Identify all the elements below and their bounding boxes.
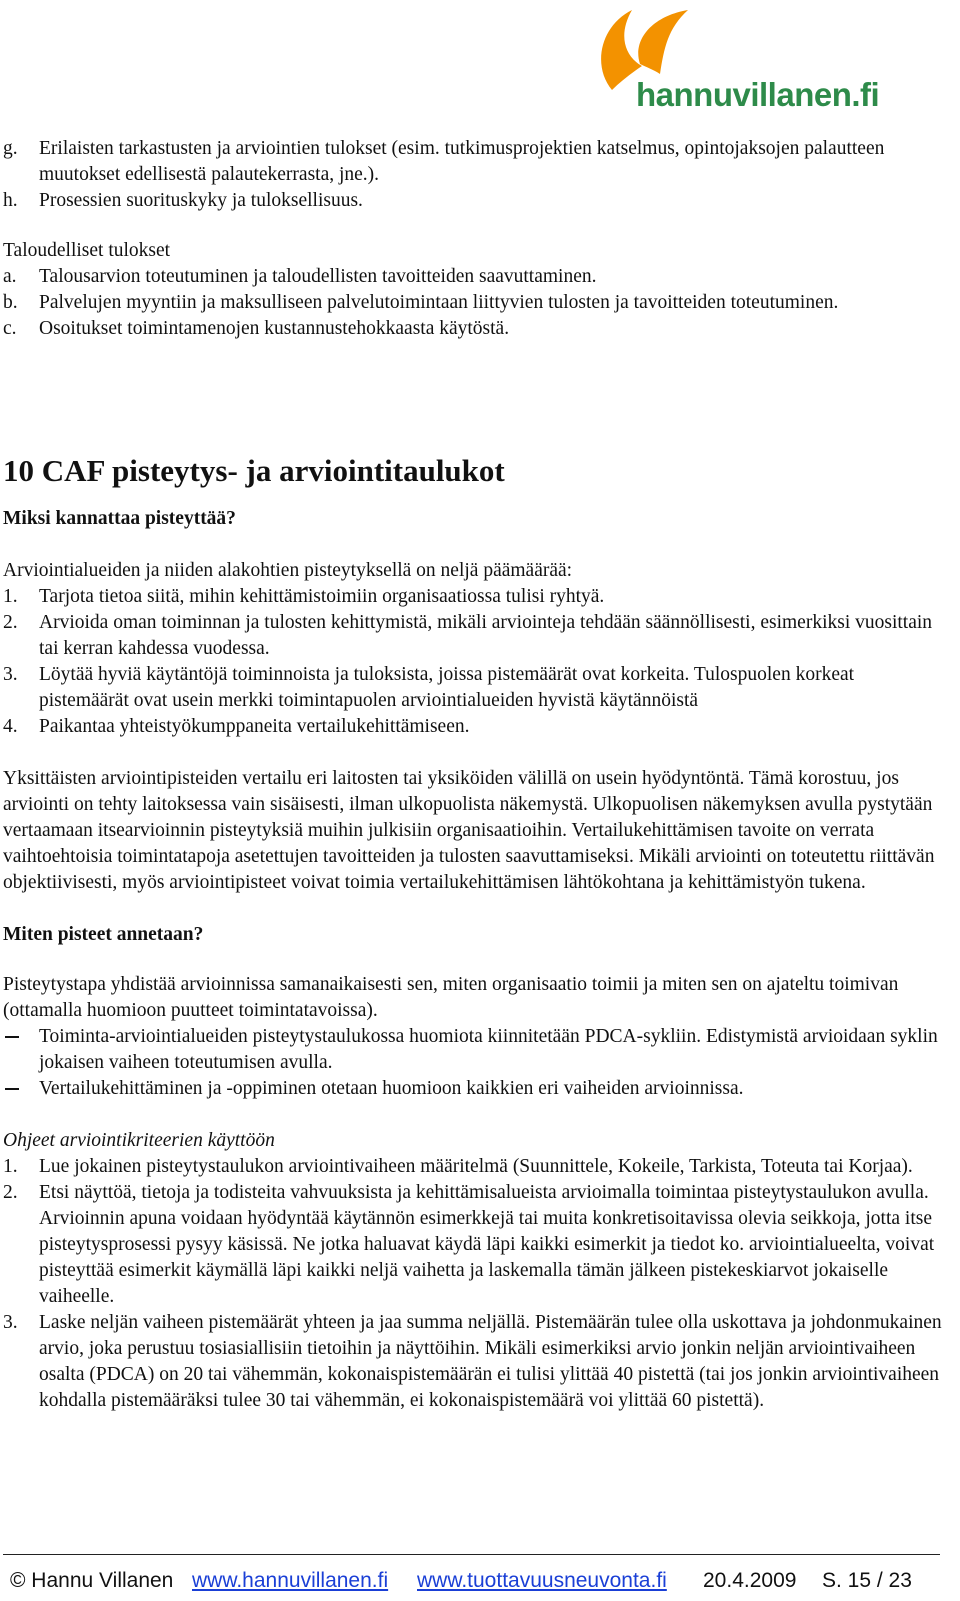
goals-list	[3, 584, 943, 740]
page-footer	[0, 1554, 960, 1601]
list-marker: h.	[3, 190, 18, 211]
how-heading: Miten pisteet annetaan?	[3, 924, 204, 945]
financial-heading: Taloudelliset tulokset	[3, 240, 171, 261]
instructions-heading: Ohjeet arviointikriteerien käyttöön	[3, 1130, 275, 1151]
list-item	[3, 1180, 943, 1310]
bullet-list	[3, 1024, 943, 1102]
footer-date: 20.4.2009	[703, 1569, 797, 1592]
list-text: Toiminta-arviointialueiden pisteytystaulukossa huomiota kiinnitetään PDCA-sykliin. Edistymistä arvioidaan syklin jokaisen vaiheen toteutumisen avulla.	[39, 1026, 938, 1073]
footer-copyright: © Hannu Villanen	[10, 1569, 174, 1592]
list-marker: a.	[3, 266, 17, 287]
dash-bullet	[5, 1088, 19, 1090]
list-item	[3, 136, 943, 188]
list-marker: 3.	[3, 1312, 18, 1333]
list-text: Tarjota tietoa siitä, mihin kehittämistoimiin organisaatiossa tulisi ryhtyä.	[39, 586, 605, 607]
footer-link-hannuvillanen[interactable]: www.hannuvillanen.fi	[192, 1569, 389, 1592]
list-text: Etsi näyttöä, tietoja ja todisteita vahvuuksista ja kehittämisalueista arvioimalla toimintaa pisteytystaulukon avulla. Arvioinnin apuna voidaan hyödyntää käytännön esimerkkejä tai muita konkretisoitavissa olevia seikkoja, jotta itse pisteytysprosessi pysyy käsissä. Ne jotka haluavat käydä läpi kaikki esimerkit ja tiedot ko. arviointialueelta, voivat pisteyttää esimerkit käymällä läpi kaikki neljä vaihetta ja laskemalla tämän jälkeen pistekeskiarvot jokaiselle vaiheelle.	[39, 1182, 935, 1307]
list-text: Arvioida oman toiminnan ja tulosten kehittymistä, mikäli arviointeja tehdään säännöllisesti, esimerkiksi vuosittain tai kerran kahdessa vuodessa.	[39, 612, 933, 659]
list-item	[3, 316, 943, 342]
list-text: Erilaisten tarkastusten ja arviointien tulokset (esim. tutkimusprojektien katselmus, opintojaksojen palautteen muutokset edellisestä palautekerrasta, jne.).	[39, 138, 885, 185]
list-marker: 1.	[3, 1156, 18, 1177]
list-text: Vertailukehittäminen ja -oppiminen otetaan huomioon kaikkien eri vaiheiden arvioinnissa.	[39, 1078, 744, 1099]
section-title: 10 CAF pisteytys- ja arviointitaulukot	[3, 453, 505, 488]
list-item	[3, 1076, 943, 1102]
footer-link-tuottavuusneuvonta[interactable]: www.tuottavuusneuvonta.fi	[417, 1569, 667, 1592]
how-text: Pisteytystapa yhdistää arvioinnissa samanaikaisesti sen, miten organisaatio toimii ja miten sen on ajateltu toimivan (ottamalla huomioon puutteet toimintatavoissa).	[3, 974, 899, 1021]
list-text: Paikantaa yhteistyökumppaneita vertailukehittämiseen.	[39, 716, 470, 737]
list-text: Palvelujen myyntiin ja maksulliseen palvelutoimintaan liittyvien tulosten ja tavoitteiden toteutuminen.	[39, 292, 839, 313]
list-text: Prosessien suorituskyky ja tuloksellisuus.	[39, 190, 363, 211]
list-marker: g.	[3, 138, 18, 159]
list-text: Talousarvion toteutuminen ja taloudellisten tavoitteiden saavuttaminen.	[39, 266, 597, 287]
list-marker: 2.	[3, 1182, 18, 1203]
instructions-list	[3, 1154, 943, 1414]
list-item	[3, 662, 943, 714]
list-marker: 4.	[3, 716, 18, 737]
list-item	[3, 290, 943, 316]
dash-bullet	[5, 1036, 19, 1038]
list-item	[3, 1024, 943, 1076]
why-heading: Miksi kannattaa pisteyttää?	[3, 508, 236, 529]
list-marker: c.	[3, 318, 17, 339]
list-text: Osoitukset toimintamenojen kustannustehokkaasta käytöstä.	[39, 318, 510, 339]
list-item	[3, 610, 943, 662]
list-item	[3, 188, 943, 214]
comparison-paragraph: Yksittäisten arviointipisteiden vertailu eri laitosten tai yksiköiden välillä on usein hyödyntöntä. Tämä korostuu, jos arviointi on tehty laitoksessa vain sisäisesti, ilman ulkopuolista näkemystä. Ulkopuolisen näkemyksen avulla pystytään vertaamaan itsearvioinnin pisteytyksiä muihin julkisiin organisaatioihin. Vertailukehittämisen tavoite on verrata vaihtoehtoisia toimintatapoja asetettujen tavoitteiden ja tulosten saavuttamiseksi. Mikäli arviointi on toteutettu riittävän objektiivisesti, myös arviointipisteet voivat toimia vertailukehittämisen lähtökohtana ja kehittämistyön tukena.	[3, 768, 935, 893]
list-text: Löytää hyviä käytäntöjä toiminnoista ja tuloksista, joissa pistemäärät ovat korkeita. Tulospuolen korkeat pistemäärät ovat usein merkki toimintapuolen arviointialueiden hyvistä käytännöistä	[39, 664, 855, 711]
list-text: Laske neljän vaiheen pistemäärät yhteen ja jaa summa neljällä. Pistemäärän tulee olla uskottava ja johdonmukainen arvio, joka perustuu tosiasiallisiin tietoihin ja näyttöihin. Mikäli esimerkiksi arvio jonkin neljän arviointivaiheen osalta (PDCA) on 20 tai vähemmän, kokonaispistemäärän ei tulisi ylittää 40 pistettä (tai jos jonkin arviointivaiheen kohdalla pistemääräksi tulee 30 tai vähemmän, ei kokonaispistemäärä voi ylittää 60 pistettä).	[39, 1312, 942, 1411]
list-marker: 3.	[3, 664, 18, 685]
list-item	[3, 584, 943, 610]
goals-intro: Arviointialueiden ja niiden alakohtien pisteytyksellä on neljä päämäärää:	[3, 560, 573, 581]
footer-page-number: S. 15 / 23	[822, 1569, 912, 1592]
list-item	[3, 1154, 943, 1180]
list-item	[3, 714, 943, 740]
list-text: Lue jokainen pisteytystaulukon arviointivaiheen määritelmä (Suunnittele, Kokeile, Tarkista, Toteuta tai Korjaa).	[39, 1156, 913, 1177]
financial-results	[3, 238, 943, 342]
document-body	[3, 136, 943, 1414]
list-g-h	[3, 136, 943, 214]
list-item	[3, 1310, 943, 1414]
logo	[590, 4, 930, 124]
list-item	[3, 264, 943, 290]
list-marker: b.	[3, 292, 18, 313]
footer-rule	[3, 1554, 940, 1555]
list-marker: 1.	[3, 586, 18, 607]
list-marker: 2.	[3, 612, 18, 633]
logo-text: hannuvillanen.fi	[636, 76, 880, 113]
